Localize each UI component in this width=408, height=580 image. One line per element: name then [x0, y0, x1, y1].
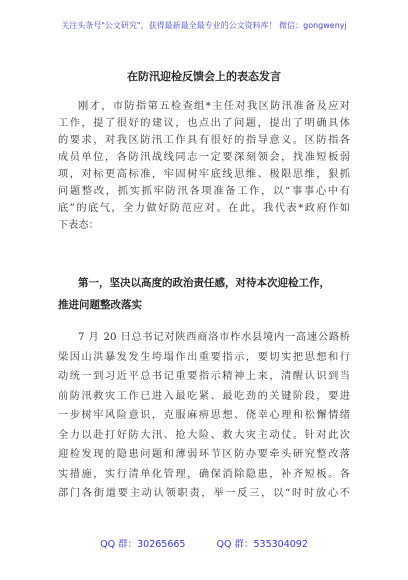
- body-line: 7 月 20 日总书记对陕西商洛市柞水县境内一高速公路桥: [78, 332, 350, 343]
- promo-banner: 关注头条号"公文研究"，获得最新最全最专业的公文资料库！ 微信：gongwenyj: [61, 21, 347, 30]
- heading-line: 第一，坚决以高度的政治责任感，对待本次迎检工作，: [78, 277, 330, 289]
- footer-contact: [0, 536, 408, 550]
- body-line: 实措施，实行清单化管理，确保消除隐患，补齐短板。各: [58, 468, 350, 480]
- body-line: 全力以赴打好防大汛、抢大险、救大灾主动仗。针对此次: [58, 429, 350, 441]
- section-heading: [58, 272, 354, 316]
- qq-group-2: QQ 群：535304092: [216, 539, 308, 550]
- intro-paragraph: [58, 98, 350, 234]
- intro-line: 底”的底气，全力做好防范应对。在此，我代表*政府作如: [58, 203, 350, 214]
- intro-line: 的要求，对我区防汛工作具有很好的指导意义。区防指各: [58, 135, 350, 146]
- body-paragraph: [58, 328, 350, 504]
- intro-line: 工作，提了很好的建议，也点出了问题，提出了明确具体: [58, 118, 350, 129]
- intro-line: 问题整改，抓实抓牢防汛各项准备工作，以“事事心中有: [58, 186, 350, 197]
- intro-line: 下表态：: [58, 220, 99, 231]
- body-line: 动统一到习近平总书记重要指示精神上来，清醒认识到当: [58, 371, 350, 382]
- intro-line: 项，对标更高标准，牢固树牢底线思维、极限思维，狠抓: [58, 169, 350, 180]
- body-line: 迎检发现的隐患问题和薄弱环节区防办要牵头研究整改落: [58, 449, 350, 460]
- body-line: 部门各街道要主动认领职责，举一反三，以“时时放心不: [58, 488, 350, 499]
- heading-line: 推进问题整改落实: [58, 299, 142, 311]
- intro-line: 刚才，市防指第五检查组*主任对我区防汛准备及应对: [78, 101, 350, 112]
- body-line: 前防汛救灾工作已进入最吃紧、最吃劲的关键阶段，要进: [58, 390, 350, 402]
- intro-line: 成员单位，各防汛战线同志一定要深刻领会，找准短板弱: [58, 152, 350, 163]
- document-title: 在防汛迎检反馈会上的表态发言: [127, 70, 281, 83]
- qq-group-1: QQ 群：30265665: [100, 539, 186, 550]
- body-line: 梁因山洪暴发发生垮塌作出重要指示，要切实把思想和行: [58, 351, 350, 363]
- body-line: 一步树牢风险意识，克服麻痹思想、侥幸心理和松懈情绪: [58, 410, 350, 421]
